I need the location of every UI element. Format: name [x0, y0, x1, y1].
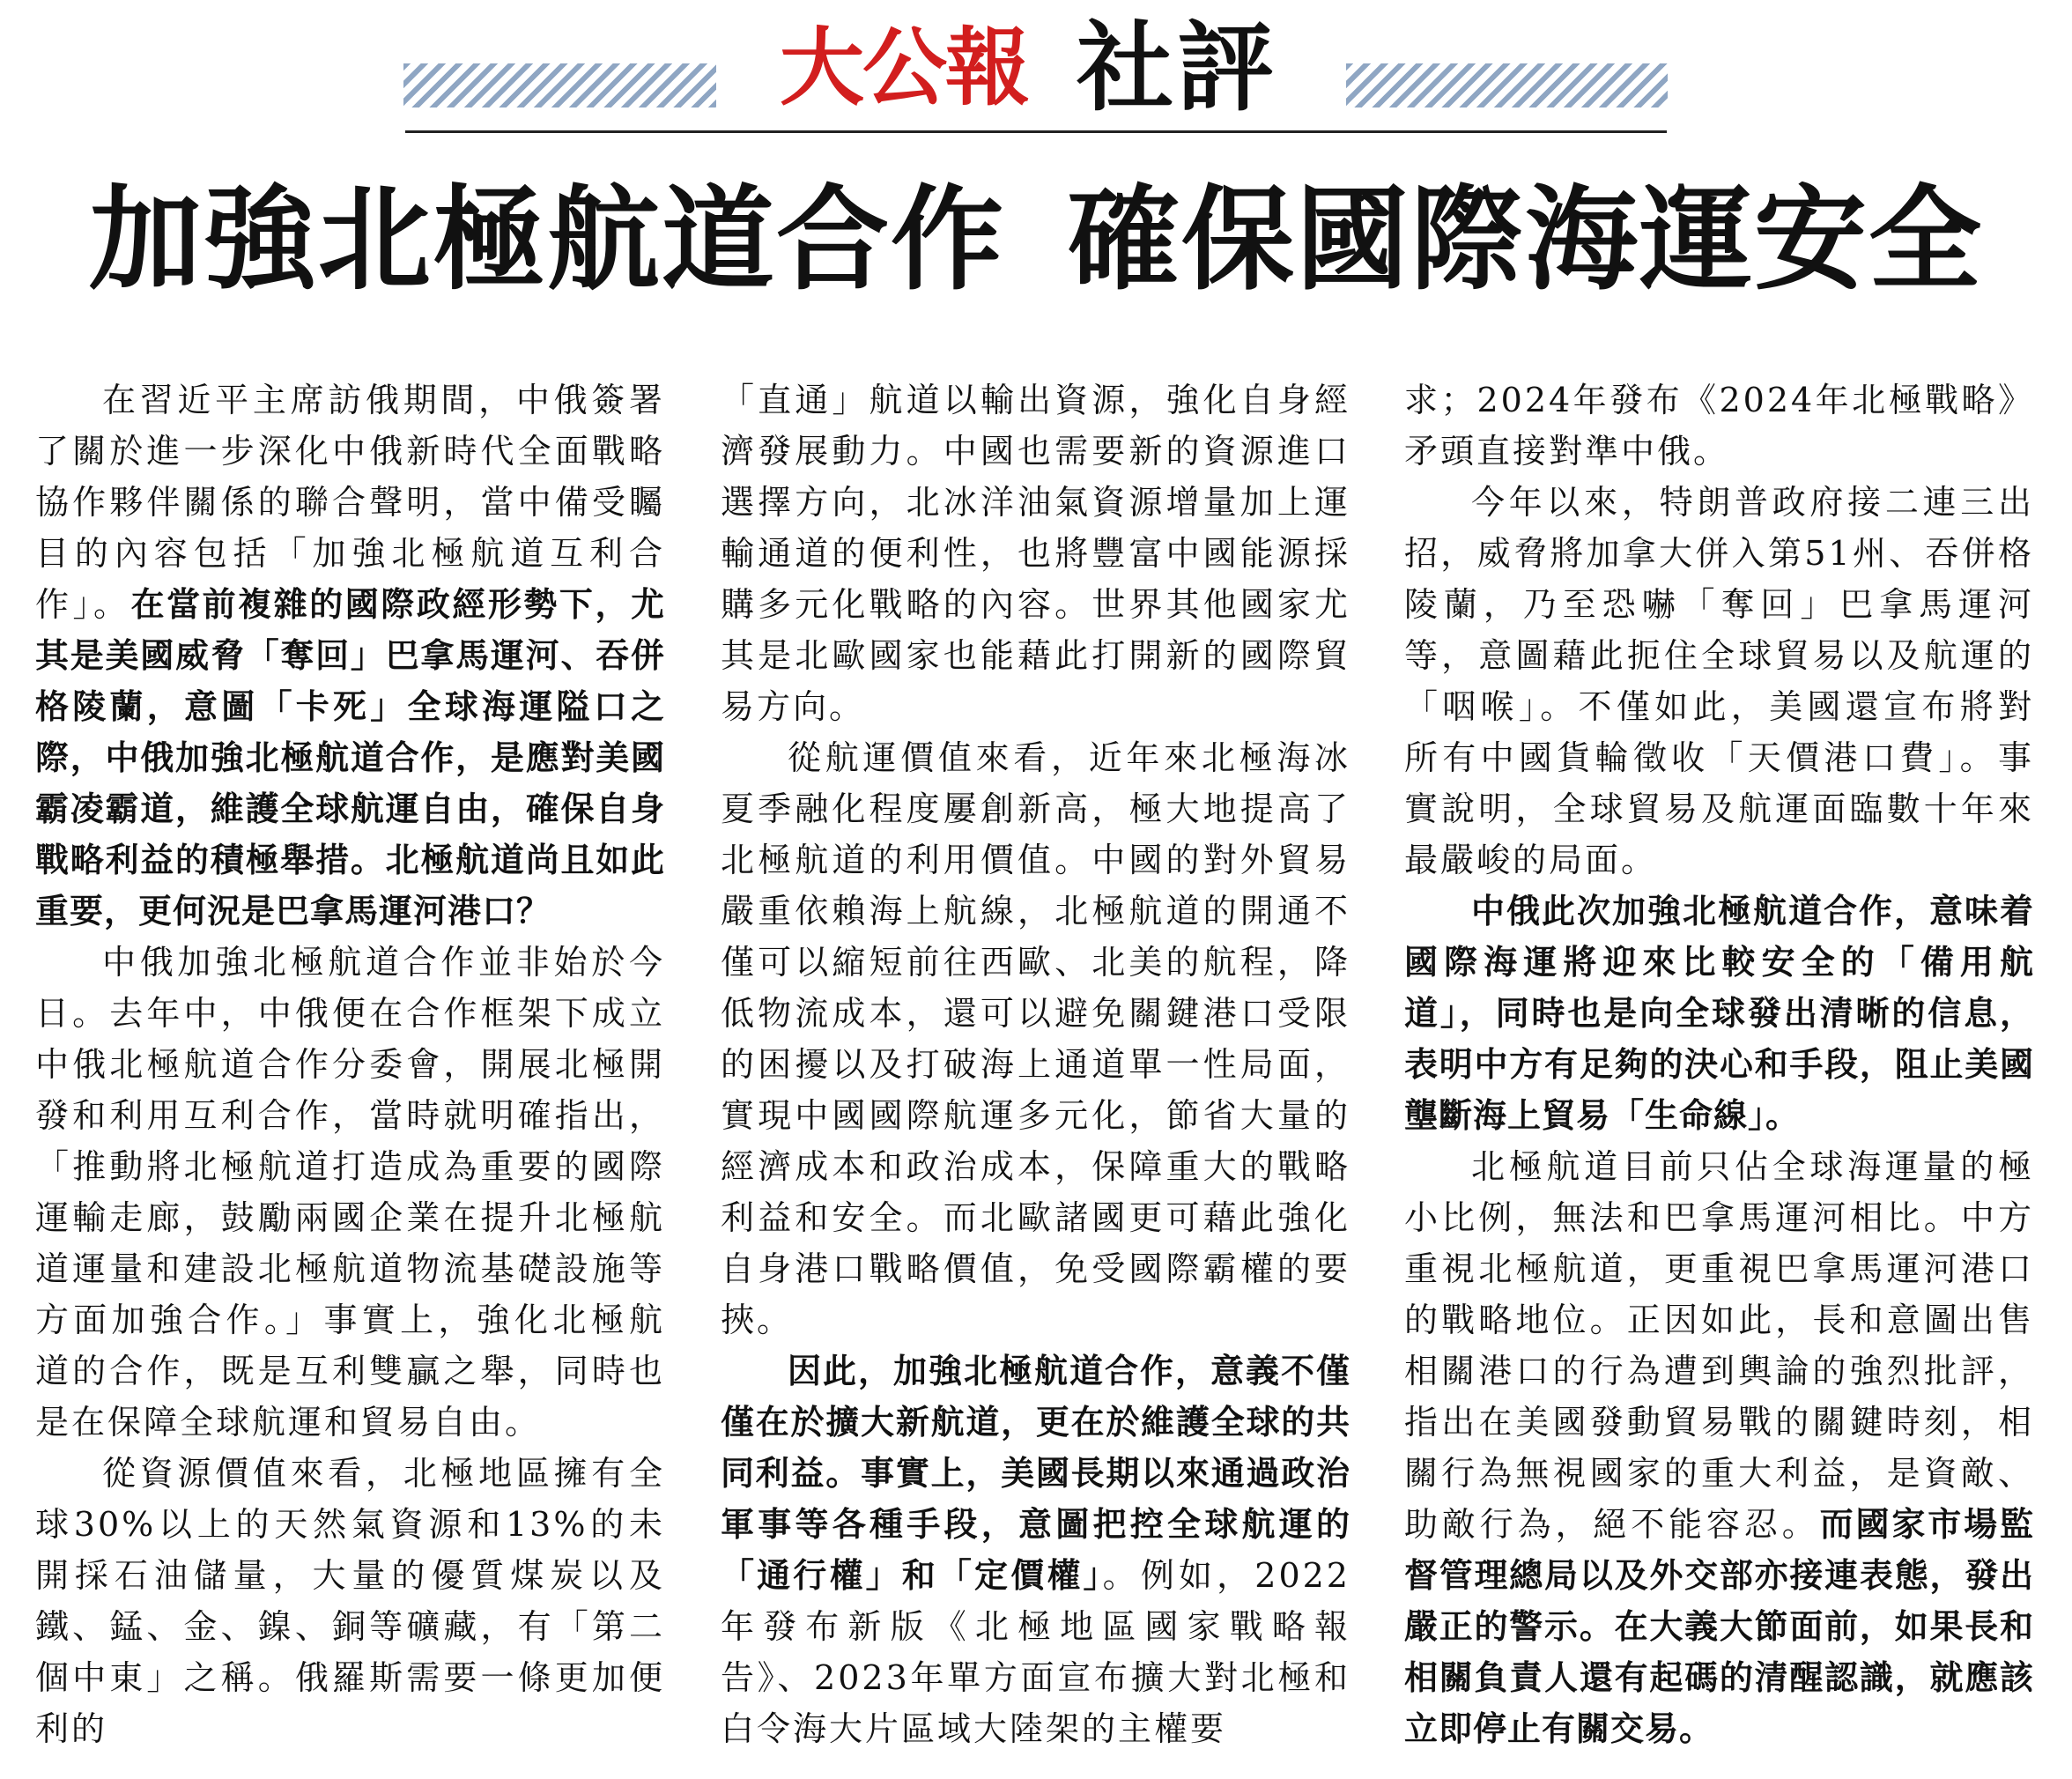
headline-part1: 加強北極航道合作 [88, 174, 1005, 306]
paragraph-8-text: 北極航道目前只佔全球海運量的極小比例，無法和巴拿馬運河相比。中方重視北極航道，更重視巴拿馬運河港口的戰略地位。正因如此，長和意圖出售相關港口的行為遭到輿論的強烈批評，指出在美國發動貿易戰的關鍵時刻，相關行為無視國家的重大利益，是資敵、助敵行為，絕不能容忍。 [1404, 1147, 2034, 1544]
paragraph-1 [35, 374, 665, 937]
article-column-3 [1404, 374, 2034, 1754]
article-column-2 [721, 374, 1350, 1754]
paragraph-8 [1404, 1141, 2034, 1754]
masthead [0, 0, 2072, 141]
masthead-rule [405, 130, 1667, 133]
headline-part2: 確保國際海運安全 [1067, 174, 1984, 306]
newspaper-logo: 大公報 [780, 18, 1028, 117]
paragraph-3: 從資源價值來看，北極地區擁有全球30%以上的天然氣資源和13%的未開採石油儲量，大量的優質煤炭以及鐵、錳、金、鎳、銅等礦藏，有「第二個中東」之稱。俄羅斯需要一條更加便利的 [35, 1454, 665, 1748]
paragraph-8-bold: 而國家市場監督管理總局以及外交部亦接連表態，發出嚴正的警示。在大義大節面前，如果長和相關負責人還有起碼的清醒認識，就應該立即停止有關交易。 [1404, 1505, 2034, 1748]
paragraph-5-text: 。例如，2022年發布新版《北極地區國家戰略報告》、2023年單方面宣布擴大對北極和白令海大片區域大陸架的主權要 [721, 1556, 1350, 1748]
paragraph-7: 中俄此次加強北極航道合作，意味着國際海運將迎來比較安全的「備用航道」，同時也是向全球發出清晰的信息，表明中方有足夠的決心和手段，阻止美國壟斷海上貿易「生命線」。 [1404, 892, 2034, 1135]
paragraph-3-continued: 「直通」航道以輸出資源，強化自身經濟發展動力。中國也需要新的資源進口選擇方向，北冰洋油氣資源增量加上運輸通道的便利性，也將豐富中國能源採購多元化戰略的內容。世界其他國家尤其是北歐國家也能藉此打開新的國際貿易方向。 [721, 381, 1350, 726]
paragraph-5-continued: 求；2024年發布《2024年北極戰略》矛頭直接對準中俄。 [1404, 381, 2034, 471]
article-column-1 [35, 374, 665, 1754]
paragraph-4: 從航運價值來看，近年來北極海冰夏季融化程度屢創新高，極大地提高了北極航道的利用價值。中國的對外貿易嚴重依賴海上航線，北極航道的開通不僅可以縮短前往西歐、北美的航程，降低物流成本，還可以避免關鍵港口受限的困擾以及打破海上通道單一性局面，實現中國國際航運多元化，節省大量的經濟成本和政治成本，保障重大的戰略利益和安全。而北歐諸國更可藉此強化自身港口戰略價值，免受國際霸權的要挾。 [721, 738, 1350, 1339]
paragraph-1-text: 在習近平主席訪俄期間，中俄簽署了關於進一步深化中俄新時代全面戰略協作夥伴關係的聯合聲明，當中備受矚目的內容包括「加強北極航道互利合作」。 [35, 381, 665, 624]
decorative-stripe-left [403, 63, 716, 107]
paragraph-5 [721, 1345, 1350, 1754]
paragraph-2: 中俄加強北極航道合作並非始於今日。去年中，中俄便在合作框架下成立中俄北極航道合作分委會，開展北極開發和利用互利合作，當時就明確指出，「推動將北極航道打造成為重要的國際運輸走廊，鼓勵兩國企業在提升北極航道運量和建設北極航道物流基礎設施等方面加強合作。」事實上，強化北極航道的合作，既是互利雙贏之舉，同時也是在保障全球航運和貿易自由。 [35, 943, 665, 1442]
paragraph-1-bold: 在當前複雜的國際政經形勢下，尤其是美國威脅「奪回」巴拿馬運河、吞併格陵蘭，意圖「卡死」全球海運隘口之際，中俄加強北極航道合作，是應對美國霸凌霸道，維護全球航運自由，確保自身戰略利益的積極舉措。北極航道尚且如此重要，更何況是巴拿馬運河港口？ [35, 585, 665, 930]
paragraph-5-bold: 因此，加強北極航道合作，意義不僅僅在於擴大新航道，更在於維護全球的共同利益。事實上，美國長期以來通過政治軍事等各種手段，意圖把控全球航運的「通行權」和「定價權」 [721, 1352, 1350, 1595]
decorative-stripe-right [1346, 63, 1668, 107]
paragraph-6: 今年以來，特朗普政府接二連三出招，威脅將加拿大併入第51州、吞併格陵蘭，乃至恐嚇「奪回」巴拿馬運河等，意圖藉此扼住全球貿易以及航運的「咽喉」。不僅如此，美國還宣布將對所有中國貨輪徵收「天價港口費」。事實說明，全球貿易及航運面臨數十年來最嚴峻的局面。 [1404, 483, 2034, 879]
section-label: 社評 [1077, 11, 1277, 124]
headline [0, 174, 2072, 307]
